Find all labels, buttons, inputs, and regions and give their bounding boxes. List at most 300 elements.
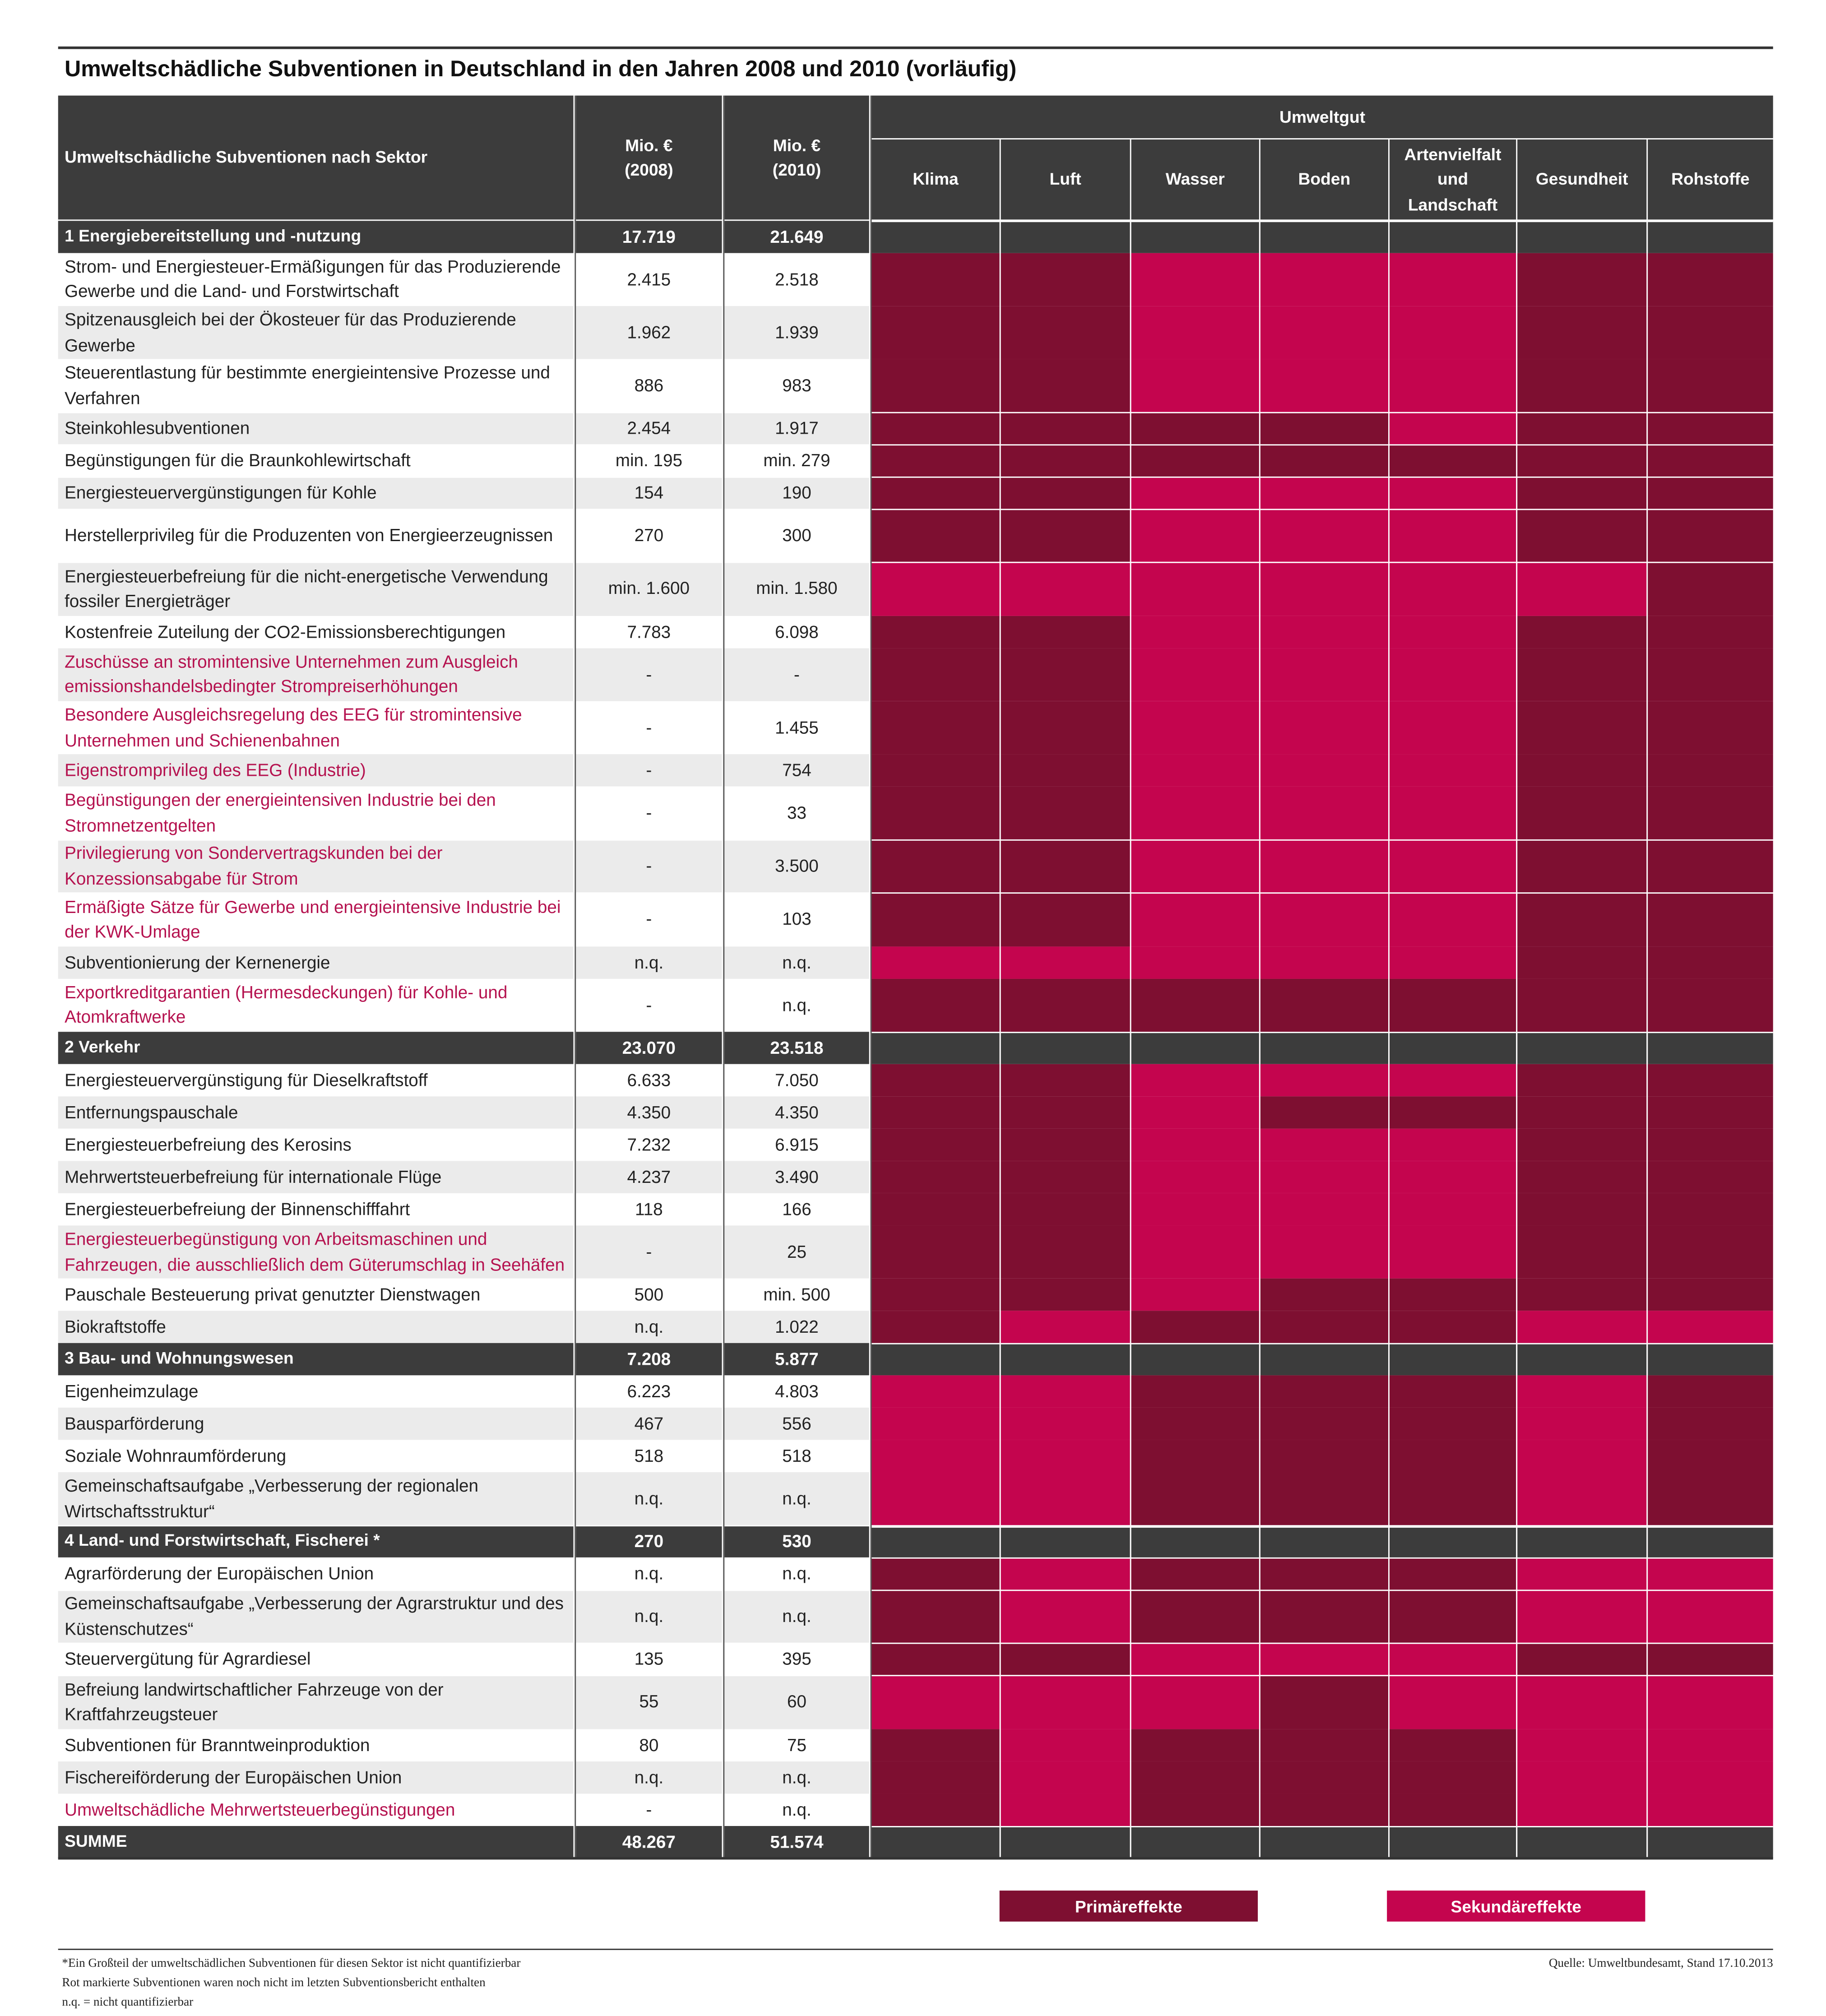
subsidy-label: Strom- und Energiesteuer-Ermäßigungen für das Produzierende Gewerbe und die Land- und Forstwirtschaft (58, 253, 574, 306)
section-effect-cell (1261, 1032, 1388, 1064)
subsidy-label: Energiesteuerbefreiung der Binnenschifffahrt (58, 1193, 574, 1225)
effect-cell-primary (871, 1590, 999, 1643)
subsidy-value-2010: 3.490 (724, 1161, 869, 1193)
column-separator (1516, 221, 1517, 1858)
subsidy-label: Privilegierung von Sondervertragskunden bei der Konzessionsabgabe für Strom (58, 840, 574, 893)
subsidy-label: Gemeinschaftsaufgabe „Verbesserung der Agrarstruktur und des Küstenschutzes“ (58, 1590, 574, 1643)
effect-cell-primary (1646, 1064, 1773, 1096)
section-value-2008: 17.719 (576, 221, 722, 252)
section-label: 1 Energiebereitstellung und -nutzung (58, 221, 574, 252)
effect-cell-secondary (1259, 1193, 1388, 1225)
subsidy-value-2008: 2.415 (576, 253, 722, 306)
effect-cell-primary (871, 510, 999, 562)
subsidy-value-2008: 154 (576, 477, 722, 509)
subsidy-value-2008: n.q. (576, 1761, 722, 1793)
subsidy-value-2008: 80 (576, 1729, 722, 1761)
effect-cell-primary (1516, 360, 1646, 412)
effect-cell-primary (1000, 510, 1130, 562)
header-2010: Mio. € (2010) (724, 96, 869, 220)
effect-cell-primary (1000, 1644, 1130, 1675)
subsidy-label: Eigenstromprivileg des EEG (Industrie) (58, 755, 574, 786)
effect-cell-secondary (1130, 563, 1259, 616)
subsidy-label: Subventionen für Branntweinproduktion (58, 1729, 574, 1761)
subsidy-value-2010: 60 (724, 1676, 869, 1729)
effect-cell-secondary (1130, 1226, 1259, 1279)
subsidy-value-2010: 103 (724, 894, 869, 946)
effect-cell-primary (871, 360, 999, 412)
effect-cell-secondary (1000, 563, 1130, 616)
table-column-divider (723, 96, 724, 1858)
effect-cell-secondary (1516, 1408, 1646, 1440)
effect-cell-secondary (1259, 946, 1388, 978)
effect-cell-primary (1388, 445, 1516, 477)
effect-cell-primary (1000, 616, 1130, 648)
effect-cell-primary (1000, 445, 1130, 477)
subsidy-value-2010: 395 (724, 1644, 869, 1675)
page-title: Umweltschädliche Subventionen in Deutschland in den Jahren 2008 und 2010 (vorläufig) (65, 56, 1017, 82)
effect-cell-secondary (1130, 477, 1259, 509)
effect-cell-primary (1646, 253, 1773, 306)
effect-cell-secondary (1130, 946, 1259, 978)
effect-cell-primary (1130, 1473, 1259, 1525)
effect-cell-secondary (871, 946, 999, 978)
section-value-2010: 23.518 (724, 1032, 869, 1064)
subsidy-value-2008: 4.350 (576, 1097, 722, 1128)
header-sector-label: Umweltschädliche Subventionen nach Sektor (58, 96, 574, 220)
effect-cell-primary (1646, 563, 1773, 616)
effect-cell-primary (1000, 306, 1130, 359)
effect-cell-primary (1000, 787, 1130, 840)
bottom-rule (58, 1857, 1773, 1860)
effect-cell-secondary (1516, 1441, 1646, 1472)
effect-cell-secondary (1259, 701, 1388, 754)
subsidy-value-2010: n.q. (724, 1473, 869, 1525)
effect-cell-primary (1259, 1408, 1388, 1440)
effect-cell-secondary (1130, 648, 1259, 701)
effect-cell-primary (1388, 1761, 1516, 1793)
effect-cell-secondary (1388, 1676, 1516, 1729)
effect-cell-primary (1000, 477, 1130, 509)
subsidy-value-2010: 1.939 (724, 306, 869, 359)
footnote-asterisk: *Ein Großteil der umweltschädlichen Subventionen für diesen Sektor ist nicht quantifizierbar (62, 1957, 521, 1971)
subsidy-label: Herstellerprivileg für die Produzenten von Energieerzeugnissen (58, 510, 574, 562)
effect-cell-secondary (1259, 616, 1388, 648)
section-effect-cell (871, 1032, 999, 1064)
effect-cell-primary (871, 1558, 999, 1590)
section-effect-cell (1001, 1032, 1130, 1064)
section-value-2010: 530 (724, 1526, 869, 1557)
effect-cell-secondary (1259, 1644, 1388, 1675)
subsidy-value-2010: 166 (724, 1193, 869, 1225)
effect-cell-secondary (1388, 412, 1516, 444)
section-effect-cell (871, 221, 999, 252)
effect-cell-primary (871, 1644, 999, 1675)
section-effect-cell (1648, 1032, 1773, 1064)
effect-cell-primary (1259, 412, 1388, 444)
subsidy-label: Steinkohlesubventionen (58, 412, 574, 444)
effect-cell-primary (1130, 1761, 1259, 1793)
effect-cell-primary (1646, 1644, 1773, 1675)
footer-rule (58, 1949, 1773, 1950)
effect-cell-primary (871, 445, 999, 477)
subsidy-value-2008: 7.232 (576, 1129, 722, 1160)
effect-cell-primary (1516, 946, 1646, 978)
effect-cell-primary (1388, 1441, 1516, 1472)
effect-cell-primary (1259, 1558, 1388, 1590)
subsidy-value-2008: n.q. (576, 1590, 722, 1643)
subsidy-value-2010: min. 279 (724, 445, 869, 477)
section-effect-cell (1261, 1826, 1388, 1858)
effect-cell-primary (1646, 1129, 1773, 1160)
effect-cell-secondary (1388, 894, 1516, 946)
subsidy-value-2010: n.q. (724, 1794, 869, 1825)
subsidy-value-2008: min. 195 (576, 445, 722, 477)
effect-cell-primary (1388, 1376, 1516, 1408)
effect-cell-secondary (1646, 1311, 1773, 1343)
effect-cell-secondary (1000, 1729, 1130, 1761)
effect-cell-secondary (1000, 1441, 1130, 1472)
effect-cell-secondary (1259, 648, 1388, 701)
column-separator (1388, 221, 1390, 1858)
effect-cell-primary (871, 1226, 999, 1279)
subsidy-label: Bausparförderung (58, 1408, 574, 1440)
effect-cell-primary (1000, 1193, 1130, 1225)
effect-cell-secondary (1388, 1064, 1516, 1096)
section-effect-cell (1517, 1526, 1646, 1557)
effect-cell-primary (1646, 1408, 1773, 1440)
section-effect-cell (1131, 1032, 1259, 1064)
section-effect-cell (1390, 1826, 1516, 1858)
column-separator (1646, 221, 1648, 1858)
subsidy-value-2008: - (576, 787, 722, 840)
effect-cell-primary (1000, 360, 1130, 412)
section-value-2008: 7.208 (576, 1344, 722, 1375)
effect-cell-primary (1130, 979, 1259, 1032)
subsidy-value-2008: min. 1.600 (576, 563, 722, 616)
subsidy-value-2008: 2.454 (576, 412, 722, 444)
subsidy-value-2008: 270 (576, 510, 722, 562)
section-label: 3 Bau- und Wohnungswesen (58, 1344, 574, 1375)
subsidy-value-2010: min. 500 (724, 1279, 869, 1311)
effect-cell-primary (1130, 1408, 1259, 1440)
effect-cell-primary (1516, 306, 1646, 359)
effect-cell-secondary (1516, 1311, 1646, 1343)
effect-cell-secondary (1259, 1226, 1388, 1279)
section-effect-cell (1517, 221, 1646, 252)
footnote-nq: n.q. = nicht quantifizierbar (62, 1997, 194, 2010)
effect-cell-secondary (1130, 840, 1259, 893)
section-effect-cell (1390, 1526, 1516, 1557)
section-value-2008: 23.070 (576, 1032, 722, 1064)
effect-cell-primary (1388, 1729, 1516, 1761)
effect-cell-primary (1516, 787, 1646, 840)
effect-cell-secondary (1388, 360, 1516, 412)
effect-cell-secondary (1388, 946, 1516, 978)
subsidy-value-2010: 6.915 (724, 1129, 869, 1160)
effect-cell-primary (871, 894, 999, 946)
effect-cell-primary (1646, 894, 1773, 946)
effect-cell-secondary (1516, 1558, 1646, 1590)
effect-cell-secondary (1130, 616, 1259, 648)
subsidy-value-2010: 1.917 (724, 412, 869, 444)
effect-cell-secondary (1388, 755, 1516, 786)
effect-cell-primary (1000, 1129, 1130, 1160)
effect-cell-secondary (1516, 1761, 1646, 1793)
effect-cell-primary (1000, 840, 1130, 893)
effect-cell-primary (871, 1279, 999, 1311)
subsidy-value-2010: 33 (724, 787, 869, 840)
subsidy-label: Umweltschädliche Mehrwertsteuerbegünstigungen (58, 1794, 574, 1825)
subsidy-value-2008: n.q. (576, 946, 722, 978)
effect-cell-primary (1646, 787, 1773, 840)
effect-cell-primary (1259, 1590, 1388, 1643)
effect-cell-secondary (1388, 1193, 1516, 1225)
subsidy-value-2008: n.q. (576, 1473, 722, 1525)
effect-cell-primary (1259, 1473, 1388, 1525)
subsidy-value-2010: 4.350 (724, 1097, 869, 1128)
subsidy-label: Fischereiförderung der Europäischen Union (58, 1761, 574, 1793)
footnotes (62, 1955, 520, 2014)
effect-cell-primary (1516, 510, 1646, 562)
effect-cell-secondary (1259, 1161, 1388, 1193)
effect-cell-secondary (1646, 1676, 1773, 1729)
effect-cell-primary (1646, 840, 1773, 893)
effect-cell-secondary (1516, 1729, 1646, 1761)
legend-primary: Primäreffekte (1000, 1891, 1258, 1922)
effect-cell-primary (1646, 1097, 1773, 1128)
effect-cell-secondary (1000, 1590, 1130, 1643)
subsidy-value-2008: - (576, 840, 722, 893)
subsidy-value-2010: n.q. (724, 1558, 869, 1590)
subsidy-label: Energiesteuervergünstigung für Dieselkraftstoff (58, 1064, 574, 1096)
effect-cell-primary (1130, 1729, 1259, 1761)
section-value-2010: 21.649 (724, 221, 869, 252)
column-header-klima: Klima (871, 139, 999, 219)
effect-cell-secondary (1130, 1129, 1259, 1160)
effect-cell-primary (1259, 1441, 1388, 1472)
effect-cell-primary (871, 979, 999, 1032)
subsidy-label: Energiesteuerbegünstigung von Arbeitsmaschinen und Fahrzeugen, die ausschließlich dem Güterumschlag in Seehäfen (58, 1226, 574, 1279)
effect-cell-secondary (1388, 477, 1516, 509)
effect-cell-secondary (1388, 1644, 1516, 1675)
effect-cell-primary (1130, 1558, 1259, 1590)
column-header-gesundheit: Gesundheit (1517, 139, 1646, 219)
section-effect-cell (1131, 221, 1259, 252)
effect-cell-primary (1646, 1473, 1773, 1525)
subsidy-label: Pauschale Besteuerung privat genutzter Dienstwagen (58, 1279, 574, 1311)
column-header-artenvielfalt: Artenvielfalt und Landschaft (1390, 139, 1516, 219)
effect-cell-primary (1516, 979, 1646, 1032)
subsidy-label: Zuschüsse an stromintensive Unternehmen zum Ausgleich emissionshandelsbedingter Strompreiserhöhungen (58, 648, 574, 701)
effect-cell-primary (1130, 1590, 1259, 1643)
subsidy-value-2008: 118 (576, 1193, 722, 1225)
section-effect-cell (1390, 1344, 1516, 1375)
subsidy-value-2010: 190 (724, 477, 869, 509)
effect-cell-secondary (1130, 1676, 1259, 1729)
subsidy-value-2010: 518 (724, 1441, 869, 1472)
section-value-2008: 48.267 (576, 1826, 722, 1858)
effect-cell-primary (1516, 253, 1646, 306)
effect-cell-primary (1646, 979, 1773, 1032)
top-rule (58, 46, 1773, 49)
effect-cell-primary (1516, 1129, 1646, 1160)
effect-cell-secondary (1130, 360, 1259, 412)
column-header-luft: Luft (1001, 139, 1130, 219)
effect-cell-primary (871, 1097, 999, 1128)
section-effect-cell (1001, 221, 1130, 252)
subsidy-value-2010: 4.803 (724, 1376, 869, 1408)
effect-cell-primary (1000, 648, 1130, 701)
effect-cell-primary (1130, 1311, 1259, 1343)
subsidy-label: Ermäßigte Sätze für Gewerbe und energieintensive Industrie bei der KWK-Umlage (58, 894, 574, 946)
effect-cell-secondary (1130, 1279, 1259, 1311)
effect-cell-secondary (1388, 510, 1516, 562)
effect-cell-primary (1130, 1794, 1259, 1825)
subsidy-value-2008: 467 (576, 1408, 722, 1440)
section-effect-cell (1390, 221, 1516, 252)
effect-cell-primary (871, 1064, 999, 1096)
effect-cell-secondary (1130, 253, 1259, 306)
subsidy-value-2008: 886 (576, 360, 722, 412)
subsidy-value-2010: min. 1.580 (724, 563, 869, 616)
effect-cell-primary (1388, 1279, 1516, 1311)
subsidy-label: Besondere Ausgleichsregelung des EEG für stromintensive Unternehmen und Schienenbahnen (58, 701, 574, 754)
column-header-rohstoffe: Rohstoffe (1648, 139, 1773, 219)
column-separator (1259, 221, 1261, 1858)
effect-cell-secondary (1130, 755, 1259, 786)
effect-cell-primary (871, 1729, 999, 1761)
subsidy-label: Begünstigungen für die Braunkohlewirtschaft (58, 445, 574, 477)
effect-cell-primary (871, 1129, 999, 1160)
effect-cell-secondary (1516, 1376, 1646, 1408)
subsidy-value-2010: 300 (724, 510, 869, 562)
effect-cell-primary (1000, 1279, 1130, 1311)
subsidy-label: Steuervergütung für Agrardiesel (58, 1644, 574, 1675)
column-header-boden: Boden (1261, 139, 1388, 219)
subsidy-value-2008: 6.633 (576, 1064, 722, 1096)
section-label: 2 Verkehr (58, 1032, 574, 1064)
effect-cell-primary (1516, 1279, 1646, 1311)
effect-cell-secondary (1259, 787, 1388, 840)
section-effect-cell (1261, 1526, 1388, 1557)
effect-cell-primary (1516, 1097, 1646, 1128)
source-note: Quelle: Umweltbundesamt, Stand 17.10.2013 (1548, 1957, 1773, 1971)
effect-cell-primary (1516, 412, 1646, 444)
section-effect-cell (871, 1526, 999, 1557)
section-effect-cell (1517, 1344, 1646, 1375)
column-separator (1000, 221, 1001, 1858)
effect-cell-secondary (1259, 1064, 1388, 1096)
effect-cell-secondary (1000, 1761, 1130, 1793)
effect-cell-secondary (1130, 894, 1259, 946)
effect-cell-primary (1259, 1794, 1388, 1825)
effect-cell-secondary (1388, 1129, 1516, 1160)
section-effect-cell (1648, 221, 1773, 252)
subsidy-value-2010: 1.455 (724, 701, 869, 754)
effect-cell-secondary (1388, 616, 1516, 648)
subsidy-value-2008: 135 (576, 1644, 722, 1675)
effect-cell-primary (871, 1761, 999, 1793)
effect-cell-secondary (1259, 360, 1388, 412)
effect-cell-primary (1388, 1590, 1516, 1643)
effect-cell-secondary (871, 1376, 999, 1408)
subsidy-value-2008: 55 (576, 1676, 722, 1729)
effect-cell-secondary (1646, 1794, 1773, 1825)
effect-cell-primary (1516, 701, 1646, 754)
subsidy-value-2010: 25 (724, 1226, 869, 1279)
effect-cell-primary (1646, 1376, 1773, 1408)
effect-cell-secondary (871, 563, 999, 616)
effect-cell-secondary (1646, 1729, 1773, 1761)
effect-cell-secondary (871, 1676, 999, 1729)
effect-cell-primary (1388, 979, 1516, 1032)
legend-secondary: Sekundäreffekte (1387, 1891, 1645, 1922)
section-effect-cell (1261, 1344, 1388, 1375)
effect-cell-primary (871, 755, 999, 786)
effect-cell-primary (1000, 1161, 1130, 1193)
subsidy-value-2010: 983 (724, 360, 869, 412)
column-separator (1130, 221, 1131, 1858)
effect-cell-primary (1646, 306, 1773, 359)
effect-cell-primary (1130, 445, 1259, 477)
effect-cell-secondary (1259, 563, 1388, 616)
effect-cell-secondary (1388, 840, 1516, 893)
effect-cell-primary (1646, 755, 1773, 786)
section-effect-cell (1131, 1344, 1259, 1375)
effect-cell-primary (1646, 1161, 1773, 1193)
effect-cell-secondary (1646, 1761, 1773, 1793)
subsidy-value-2008: - (576, 1226, 722, 1279)
subsidy-value-2008: - (576, 701, 722, 754)
subsidy-label: Gemeinschaftsaufgabe „Verbesserung der regionalen Wirtschaftsstruktur“ (58, 1473, 574, 1525)
subsidy-value-2008: 4.237 (576, 1161, 722, 1193)
effect-cell-primary (1516, 477, 1646, 509)
subsidy-label: Biokraftstoffe (58, 1311, 574, 1343)
subsidy-value-2010: n.q. (724, 946, 869, 978)
effect-cell-secondary (1646, 1558, 1773, 1590)
effect-cell-primary (1388, 1558, 1516, 1590)
subsidy-value-2008: - (576, 894, 722, 946)
effect-cell-secondary (1000, 1376, 1130, 1408)
effect-cell-primary (1388, 1794, 1516, 1825)
effect-cell-primary (1388, 1311, 1516, 1343)
effect-cell-secondary (1516, 1473, 1646, 1525)
subsidy-value-2010: 556 (724, 1408, 869, 1440)
effect-cell-primary (871, 253, 999, 306)
effect-cell-primary (1259, 1097, 1388, 1128)
subsidy-value-2010: 754 (724, 755, 869, 786)
effect-cell-primary (871, 1161, 999, 1193)
footnote-red-items: Rot markierte Subventionen waren noch nicht im letzten Subventionsbericht enthalten (62, 1977, 486, 1990)
effect-cell-primary (1388, 1408, 1516, 1440)
effect-cell-primary (1516, 840, 1646, 893)
section-effect-cell (1131, 1826, 1259, 1858)
effect-cell-secondary (1130, 1097, 1259, 1128)
subsidy-label: Kostenfreie Zuteilung der CO2-Emissionsberechtigungen (58, 616, 574, 648)
effect-cell-primary (1000, 979, 1130, 1032)
effect-cell-primary (1516, 445, 1646, 477)
effect-cell-secondary (1388, 701, 1516, 754)
effect-cell-secondary (1388, 648, 1516, 701)
effect-cell-secondary (1259, 755, 1388, 786)
effect-cell-primary (1259, 1279, 1388, 1311)
effect-cell-secondary (1259, 253, 1388, 306)
subsidy-value-2008: - (576, 1794, 722, 1825)
effect-cell-primary (1516, 1193, 1646, 1225)
section-label: SUMME (58, 1826, 574, 1858)
effect-cell-secondary (1130, 1193, 1259, 1225)
effect-cell-primary (1259, 1761, 1388, 1793)
